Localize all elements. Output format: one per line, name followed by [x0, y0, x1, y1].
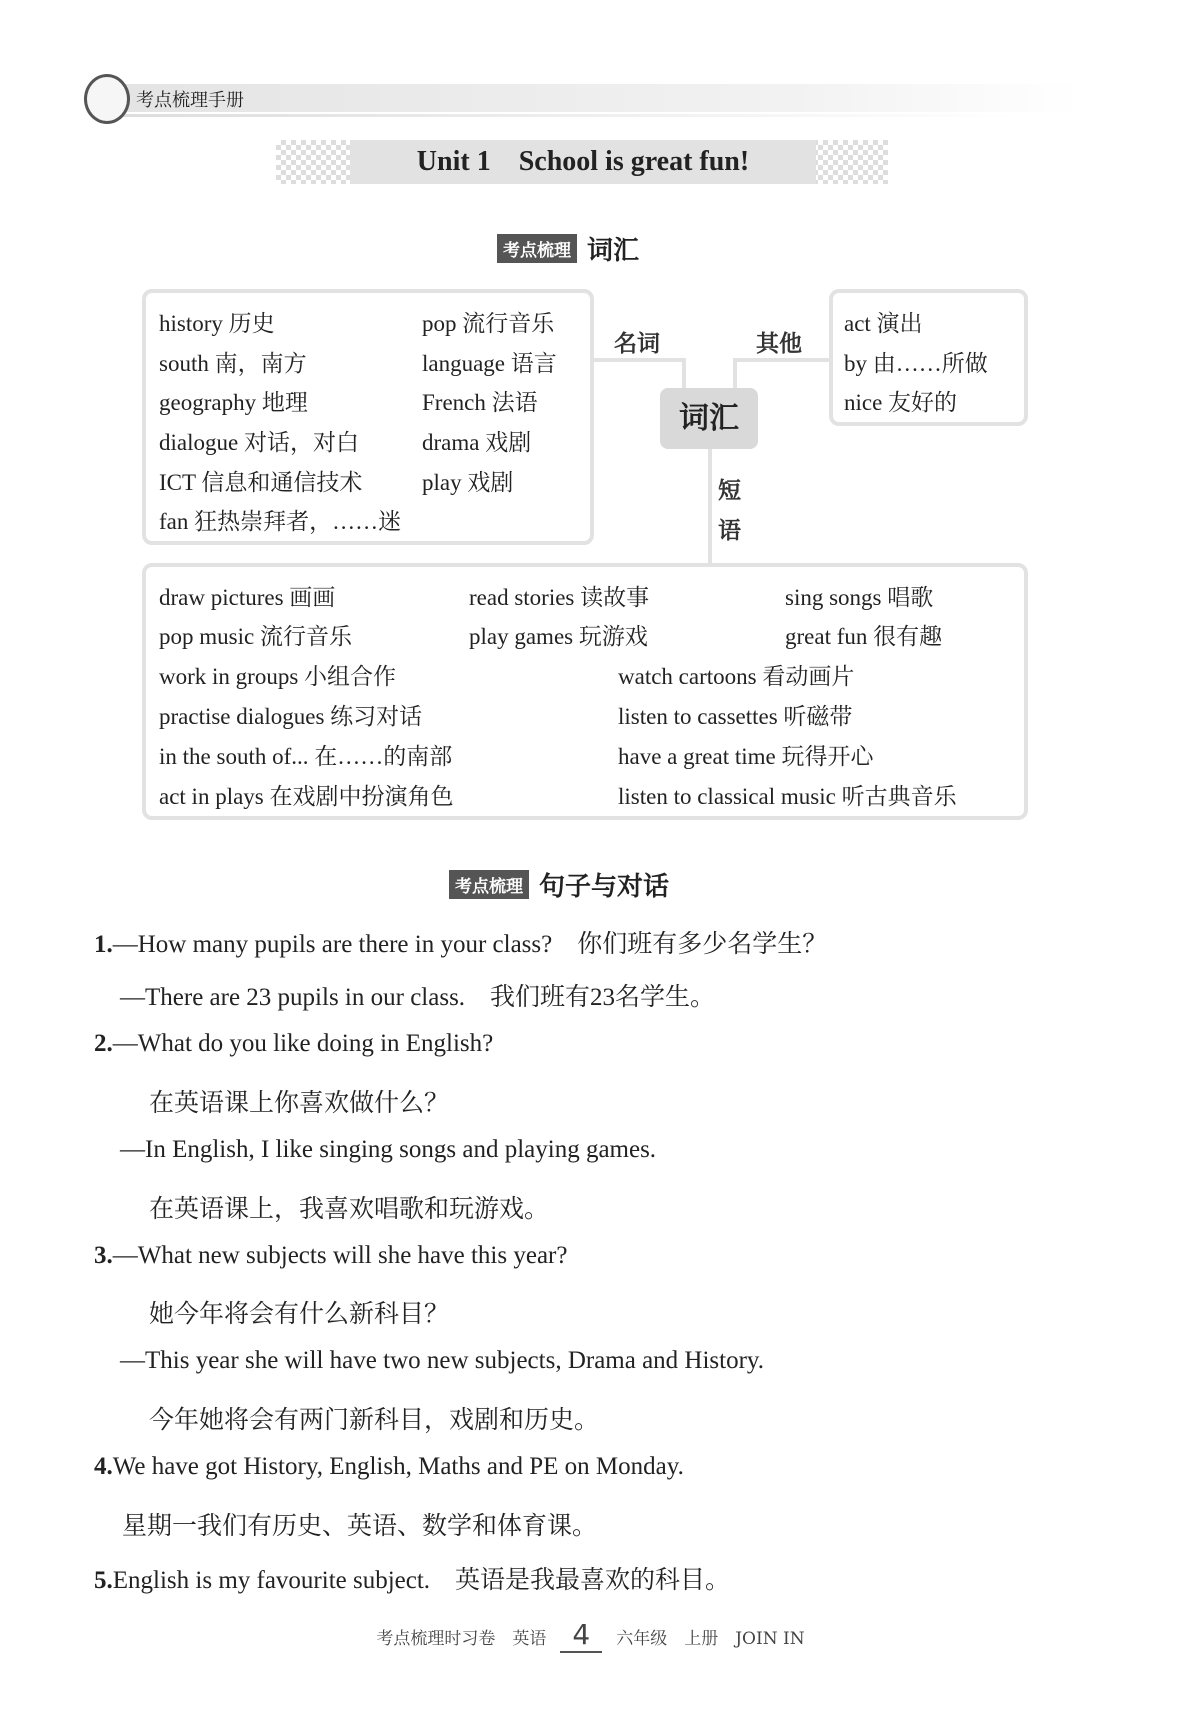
- header-divider: [120, 114, 1020, 117]
- mindmap-center: 词汇: [660, 388, 758, 449]
- sentence-line: [94, 1560, 730, 1596]
- noun-item: language 语言: [422, 351, 557, 376]
- noun-item: French 法语: [422, 390, 538, 415]
- phrase-item: listen to classical music 听古典音乐: [618, 784, 957, 809]
- sentence-line: [94, 1030, 493, 1058]
- sentence-text: We have got History, English, Maths and PE on Monday.: [112, 1453, 684, 1480]
- page-number: 4: [560, 1618, 602, 1653]
- sentence-line: 她今年将会有什么新科目？: [149, 1299, 450, 1328]
- connector: [682, 358, 686, 390]
- noun-item: geography 地理: [159, 390, 308, 415]
- sentence-text: —What do you like doing in English?: [112, 1030, 494, 1057]
- phrase-item: read stories 读故事: [469, 585, 650, 610]
- noun-item: play 戏剧: [422, 470, 514, 495]
- vocab-heading: [497, 230, 639, 267]
- sentence-text: English is my favourite subject. 英语是我最喜欢的科目。: [112, 1567, 731, 1594]
- nouns-label: 名词: [614, 331, 660, 357]
- phrase-item: pop music 流行音乐: [159, 624, 352, 649]
- phrase-item: draw pictures 画画: [159, 585, 336, 610]
- item-number: 4.: [94, 1453, 113, 1480]
- noun-item: pop 流行音乐: [422, 311, 555, 336]
- connector: [735, 358, 831, 362]
- sentence-line: [94, 1453, 684, 1481]
- sentence-text: —What new subjects will she have this year?: [112, 1242, 568, 1269]
- phrase-item: great fun 很有趣: [785, 624, 943, 649]
- phrase-item: listen to cassettes 听磁带: [618, 704, 853, 729]
- noun-item: history 历史: [159, 311, 275, 336]
- phrase-item: play games 玩游戏: [469, 624, 648, 649]
- other-item: by 由……所做: [844, 351, 988, 376]
- section-title: 句子与对话: [539, 872, 670, 902]
- phrases-label: 短: [718, 478, 741, 504]
- item-number: 1.: [94, 931, 113, 958]
- section-title: 词汇: [587, 236, 640, 266]
- item-number: 5.: [94, 1567, 113, 1594]
- phrase-item: watch cartoons 看动画片: [618, 664, 855, 689]
- footer-left: 考点梳理时习卷 英语: [376, 1629, 547, 1649]
- sentence-line: —There are 23 pupils in our class. 我们班有23名学生。: [120, 984, 716, 1011]
- sentence-line: 在英语课上你喜欢做什么？: [149, 1088, 450, 1117]
- phrase-item: have a great time 玩得开心: [618, 744, 874, 769]
- item-number: 3.: [94, 1242, 113, 1269]
- sentence-line: [94, 924, 827, 960]
- sentence-line: 在英语课上，我喜欢唱歌和玩游戏。: [149, 1194, 550, 1223]
- item-number: 2.: [94, 1030, 113, 1057]
- noun-item: ICT 信息和通信技术: [159, 470, 363, 495]
- other-item: act 演出: [844, 311, 923, 336]
- sentence-text: —How many pupils are there in your class? 你们班有多少名学生？: [112, 931, 828, 958]
- page-footer: [0, 1618, 1181, 1653]
- header-bar: [120, 84, 1080, 112]
- connector: [708, 449, 712, 565]
- sentences-heading: [449, 866, 669, 903]
- banner-decoration-right: [808, 140, 888, 184]
- noun-item: south 南，南方: [159, 351, 307, 376]
- sentence-line: —This year she will have two new subjects, Drama and History.: [120, 1347, 765, 1374]
- connector: [594, 358, 686, 362]
- other-item: nice 友好的: [844, 390, 958, 415]
- others-label: 其他: [756, 331, 802, 357]
- phrase-item: act in plays 在戏剧中扮演角色: [159, 784, 454, 809]
- sentence-line: 今年她将会有两门新科目，戏剧和历史。: [149, 1405, 600, 1434]
- phrases-label: 语: [718, 518, 741, 544]
- sentence-line: 星期一我们有历史、英语、数学和体育课。: [122, 1511, 598, 1540]
- noun-item: dialogue 对话，对白: [159, 430, 359, 455]
- connector: [733, 358, 737, 390]
- unit-title: Unit 1 School is great fun!: [350, 140, 816, 184]
- header-title: 考点梳理手册: [136, 90, 244, 111]
- section-tag: 考点梳理: [449, 870, 529, 899]
- publisher-logo: [84, 74, 130, 124]
- footer-right: 六年级 上册 JOIN IN: [616, 1629, 805, 1649]
- phrase-item: practise dialogues 练习对话: [159, 704, 423, 729]
- section-tag: 考点梳理: [497, 234, 577, 263]
- sentence-line: [94, 1242, 567, 1270]
- banner-decoration-left: [276, 140, 356, 184]
- noun-item: drama 戏剧: [422, 430, 532, 455]
- phrase-item: work in groups 小组合作: [159, 664, 397, 689]
- phrase-item: in the south of... 在……的南部: [159, 744, 453, 769]
- sentence-line: —In English, I like singing songs and playing games.: [120, 1136, 657, 1163]
- noun-item: fan 狂热崇拜者，……迷: [159, 509, 402, 534]
- phrase-item: sing songs 唱歌: [785, 585, 934, 610]
